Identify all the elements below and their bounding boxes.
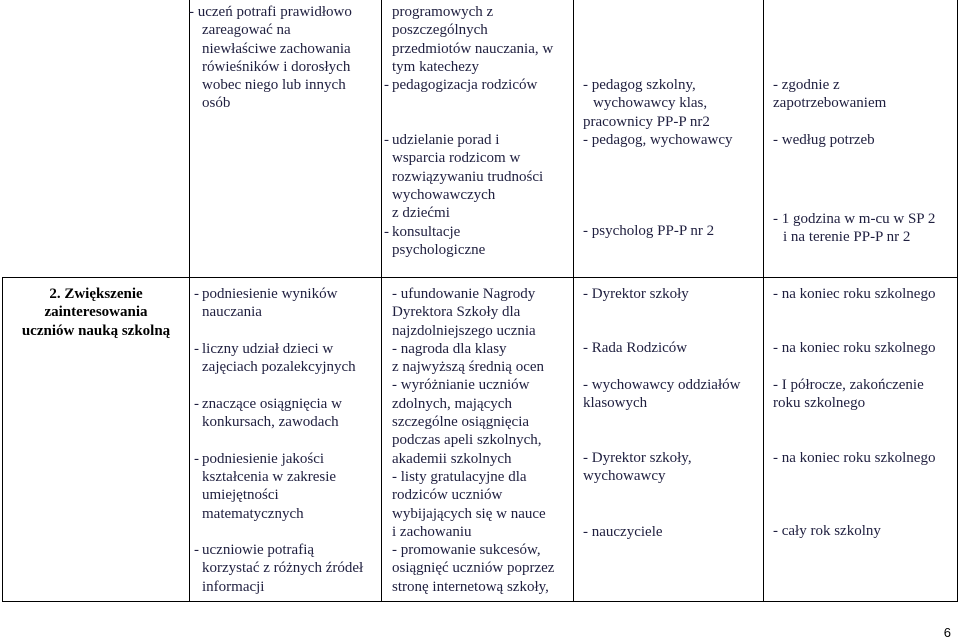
text-line: - ufundowanie Nagrody — [392, 286, 536, 302]
text-line: przedmiotów nauczania, w — [392, 40, 554, 57]
title-line: uczniów nauką szkolną — [21, 322, 171, 339]
text-line: udzielanie porad i — [392, 132, 500, 149]
text-line: znaczące osiągnięcia w — [202, 395, 342, 412]
text-line: roku szkolnego — [773, 394, 866, 411]
text-line: - wyróżnianie uczniów — [392, 377, 530, 394]
text-line: matematycznych — [202, 505, 304, 522]
title-line: zainteresowania — [44, 304, 148, 321]
text-line: - 1 godzina w m-cu w SP 2 — [773, 210, 936, 227]
text-line: zajęciach pozalekcyjnych — [202, 359, 356, 376]
text-line: - pedagog, wychowawcy — [583, 131, 733, 148]
row1-terms-cell — [773, 76, 935, 246]
text-line: konsultacje — [392, 223, 461, 240]
text-line: osób — [202, 95, 231, 112]
text-line: z najwyższą średnią ocen — [392, 359, 545, 376]
row1-persons-cell — [583, 76, 733, 240]
text-line: stronę internetową szkoły, — [392, 578, 549, 595]
text-line: i na terenie PP-P nr 2 — [783, 229, 911, 246]
text-line: akademii szkolnych — [392, 450, 512, 467]
text-line: psychologiczne — [392, 241, 486, 258]
text-line: pedagogizacja rodziców — [392, 77, 538, 94]
text-line: najzdolniejszego ucznia — [392, 322, 536, 339]
text-line: programowych z — [392, 4, 494, 20]
list-item — [194, 340, 363, 377]
list-item — [194, 450, 363, 523]
text-line: - psycholog PP-P nr 2 — [583, 223, 715, 240]
table-border-bottom — [2, 601, 958, 602]
table-divider-3 — [573, 0, 574, 602]
text-line: - na koniec roku szkolnego — [773, 340, 936, 357]
text-line: - zgodnie z — [773, 77, 840, 93]
text-line: - Dyrektor szkoły — [583, 286, 689, 302]
bullet-dash: - — [194, 395, 199, 412]
table-divider-1 — [189, 0, 190, 602]
text-line: rozwiązywaniu trudności — [392, 168, 544, 185]
bullet-dash: - — [194, 340, 199, 357]
bullet-dash: - — [384, 132, 389, 149]
row2-goals-cell — [194, 285, 364, 596]
text-line: - cały rok szkolny — [773, 523, 881, 540]
text-line: z dziećmi — [392, 205, 450, 222]
text-line: konkursach, zawodach — [202, 414, 339, 431]
table-border-right — [957, 0, 958, 602]
text-line: i zachowaniu — [392, 523, 472, 540]
text-line: osiągnięć uczniów poprzez — [392, 560, 555, 577]
table-divider-2 — [381, 0, 382, 602]
bullet-dash: - — [384, 223, 389, 240]
text-line: klasowych — [583, 394, 648, 411]
text-line: wychowawczych — [392, 186, 496, 203]
text-line: - nagroda dla klasy — [392, 340, 507, 357]
text-line: tym katechezy — [392, 58, 480, 75]
section-title — [3, 285, 189, 340]
row2-persons-cell — [583, 285, 740, 541]
text-line: Dyrektora Szkoły dla — [392, 304, 521, 321]
text-line: korzystać z różnych źródeł — [202, 560, 364, 577]
text-line: kształcenia w zakresie — [202, 468, 337, 485]
text-line: pracownicy PP-P nr2 — [583, 113, 710, 130]
text-line: wychowawcy — [583, 468, 666, 485]
text-line: - na koniec roku szkolnego — [773, 286, 936, 302]
title-line: 2. Zwiększenie — [49, 286, 143, 302]
list-item — [194, 541, 364, 596]
row2-actions-cell — [392, 285, 554, 596]
text-line: - Rada Rodziców — [583, 340, 688, 357]
text-line: - promowanie sukcesów, — [392, 542, 541, 559]
list-item — [194, 285, 363, 322]
text-line: podniesienie wyników — [202, 286, 338, 302]
text-line: podczas apeli szkolnych, — [392, 432, 542, 449]
text-line: - pedagog szkolny, — [583, 77, 696, 93]
text-line: uczniowie potrafią — [202, 542, 315, 559]
text-line: rodziców uczniów — [392, 487, 503, 504]
text-line: umiejętności — [202, 487, 279, 504]
text-line: zdolnych, mających — [392, 395, 512, 412]
list-item — [194, 395, 363, 432]
text-line: - na koniec roku szkolnego — [773, 450, 936, 467]
text-line: rówieśników i dorosłych — [202, 58, 351, 75]
row1-goals-cell — [189, 3, 352, 113]
text-line: informacji — [202, 578, 265, 595]
text-line: zareagować na — [202, 22, 291, 39]
page-number: 6 — [943, 625, 951, 640]
list-item — [384, 131, 553, 222]
bullet-dash: - — [194, 542, 199, 559]
text-line: nauczania — [202, 304, 262, 321]
row1-actions-cell — [384, 3, 554, 259]
text-line: - I półrocze, zakończenie — [773, 376, 924, 393]
text-line: wychowawcy klas, — [593, 95, 708, 112]
text-line: - według potrzeb — [773, 131, 875, 148]
text-line: - Dyrektor szkoły, — [583, 450, 692, 467]
table-divider-4 — [763, 0, 764, 602]
text-line: podniesienie jakości — [202, 450, 325, 467]
text-line: zapotrzebowaniem — [773, 95, 887, 112]
table-row-separator — [2, 277, 958, 278]
text-line: wobec niego lub innych — [202, 77, 346, 94]
text-line: niewłaściwe zachowania — [202, 40, 351, 57]
list-item — [384, 76, 553, 94]
text-line: wybijających się w nauce — [392, 505, 546, 522]
row2-terms-cell — [773, 285, 935, 541]
bullet-dash: - — [384, 77, 389, 94]
text-line: wsparcia rodzicom w — [392, 150, 521, 167]
text-line: - wychowawcy oddziałów — [583, 376, 741, 393]
text-line: liczny udział dzieci w — [202, 340, 334, 357]
text-line: - uczeń potrafi prawidłowo — [189, 4, 352, 20]
bullet-dash: - — [194, 450, 199, 467]
text-line: szczególne osiągnięcia — [392, 414, 530, 431]
list-item — [384, 223, 553, 260]
text-line: - nauczyciele — [583, 523, 663, 540]
text-line: - listy gratulacyjne dla — [392, 468, 527, 485]
text-line: poszczególnych — [392, 22, 488, 39]
bullet-dash: - — [194, 286, 199, 302]
